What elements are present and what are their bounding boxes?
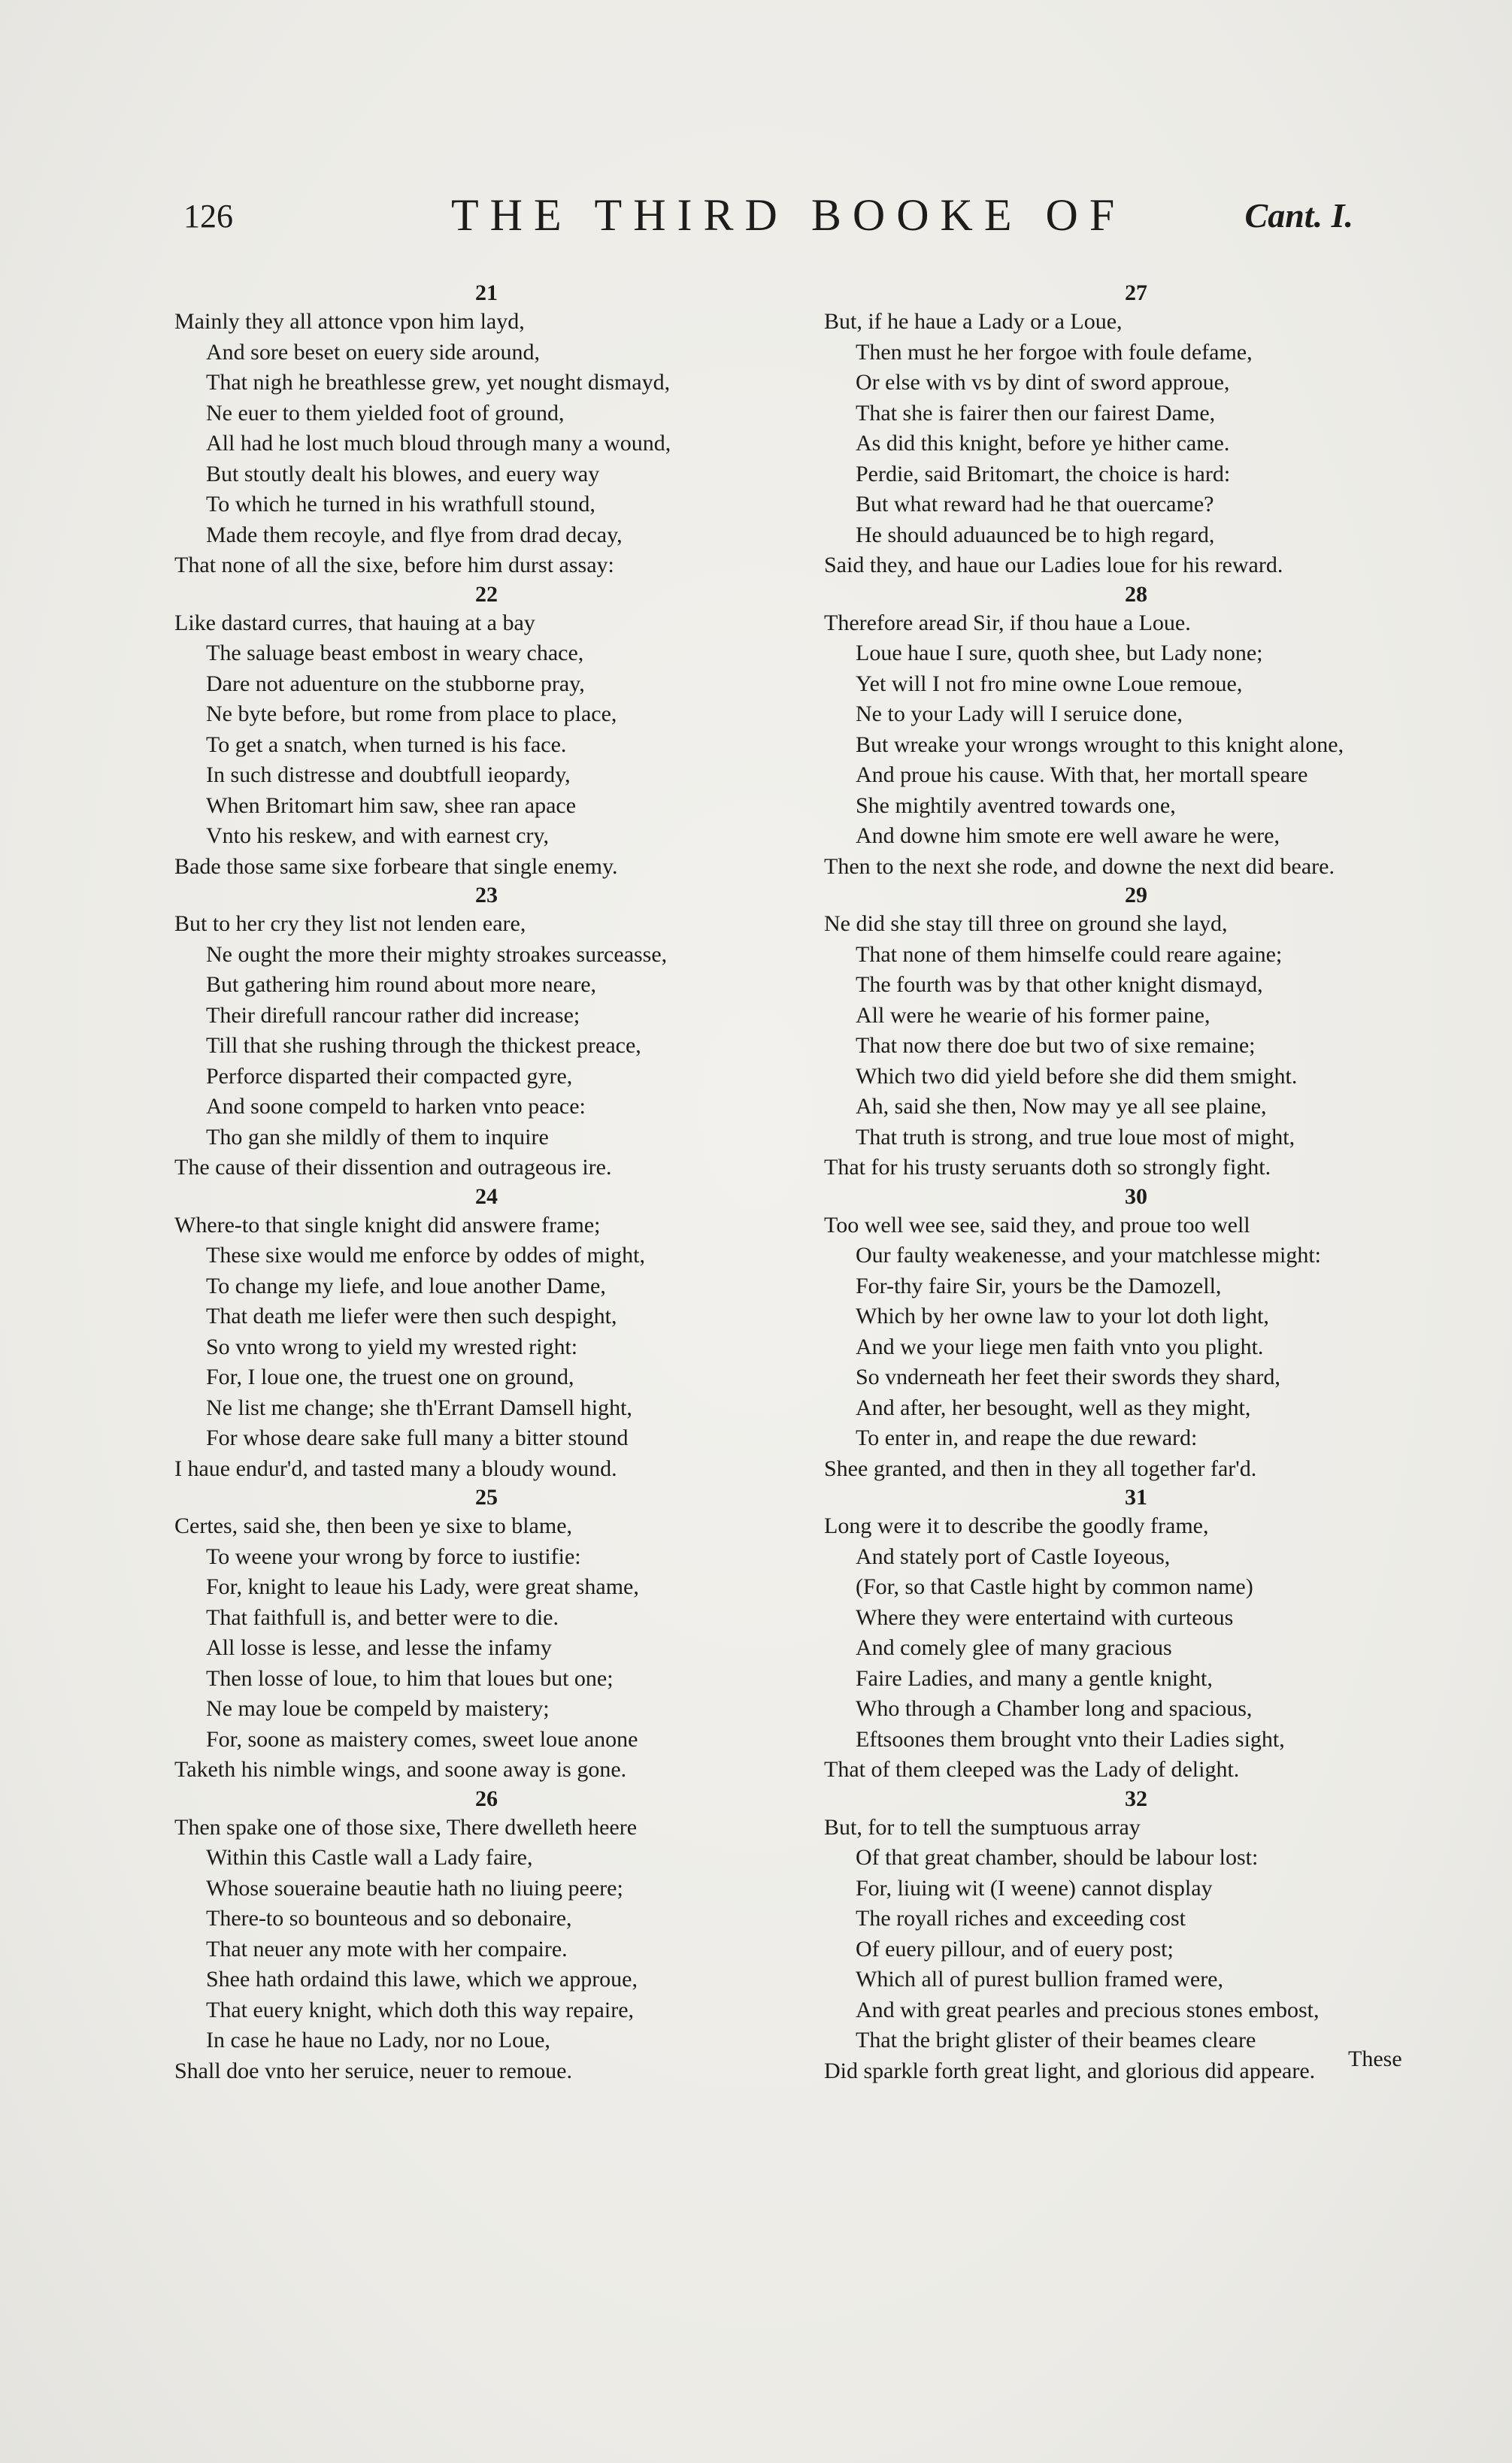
verse-line: Ne list me change; she th'Errant Damsell hight, [206,1395,632,1420]
verse-line: That nigh he breathlesse grew, yet nought dismayd, [206,370,671,395]
verse-line: But wreake your wrongs wrought to this knight alone, [856,732,1344,757]
page-number: 126 [183,198,233,235]
verse-line: Which all of purest bullion framed were, [856,1967,1223,1992]
stanza [824,280,1448,581]
verse-line: Shall doe vnto her seruice, neuer to remoue. [174,2058,572,2083]
verse-line: Or else with vs by dint of sword approue, [856,370,1230,395]
verse-line: That faithfull is, and better were to die. [206,1604,559,1630]
stanza [174,1484,798,1786]
verse-line: To which he turned in his wrathfull stound, [206,492,595,517]
stanza [174,1183,798,1485]
verse-line: And comely glee of many gracious [856,1635,1172,1660]
verse-line: Bade those same sixe forbeare that single enemy. [174,853,618,879]
verse-line: And we your liege men faith vnto you plight. [856,1334,1264,1359]
verse-line: But stoutly dealt his blowes, and euery way [206,461,600,486]
verse-line: She mightily aventred towards one, [856,792,1176,818]
verse-line: But what reward had he that ouercame? [856,492,1214,517]
verse-line: And proue his cause. With that, her mortall speare [856,762,1308,787]
verse-line: Which two did yield before she did them smight. [856,1063,1298,1089]
verse-line: Dare not aduenture on the stubborne pray, [206,671,585,696]
verse-line: That for his trusty seruants doth so strongly fight. [824,1155,1271,1180]
canto-reference: Cant. I. [1244,196,1353,235]
verse-line: (For, so that Castle hight by common name) [856,1574,1253,1599]
verse-line: I haue endur'd, and tasted many a bloudy wound. [174,1456,617,1481]
stanza-number: 31 [1125,1485,1147,1510]
verse-line: These sixe would me enforce by oddes of might, [206,1243,646,1268]
verse-line: Taketh his nimble wings, and soone away is gone. [174,1757,627,1782]
verse-line: Said they, and haue our Ladies loue for his reward. [824,553,1283,577]
verse-line: Ne ought the more their mighty stroakes surceasse, [206,941,668,967]
verse-line: Did sparkle forth great light, and glorious did appeare. [824,2058,1316,2083]
stanza [824,581,1448,883]
verse-line: Of euery pillour, and of euery post; [856,1936,1174,1962]
verse-line: That now there doe but two of sixe remaine; [856,1033,1256,1058]
verse-line: For, knight to leaue his Lady, were great shame, [206,1574,639,1599]
verse-line: Then losse of loue, to him that loues but one; [206,1665,614,1691]
verse-line: For, liuing wit (I weene) cannot display [856,1875,1213,1901]
verse-line: Like dastard curres, that hauing at a bay [174,610,535,635]
verse-line: Where they were entertaind with curteous [856,1604,1234,1630]
verse-line: Which by her owne law to your lot doth light, [856,1304,1269,1328]
verse-line: But, if he haue a Lady or a Loue, [824,309,1123,334]
verse-line: Eftsoones them brought vnto their Ladies sight, [856,1726,1285,1752]
verse-line: So vnto wrong to yield my wrested right: [206,1334,578,1359]
verse-line: And downe him smote ere well aware he were, [856,823,1280,848]
verse-line: That neuer any mote with her compaire. [206,1936,568,1962]
verse-line: But, for to tell the sumptuous array [824,1814,1141,1840]
running-title: THE THIRD BOOKE OF [451,190,1126,240]
verse-line: Whose soueraine beautie hath no liuing peere; [206,1875,623,1901]
verse-line: In case he haue no Lady, nor no Loue, [206,2028,550,2052]
verse-line: All were he wearie of his former paine, [856,1002,1211,1028]
page-header [180,188,1353,248]
verse-line: The cause of their dissention and outrageous ire. [174,1155,612,1180]
verse-line: But to her cry they list not lenden eare, [174,911,526,936]
verse-line: And sore beset on euery side around, [206,339,541,365]
verse-line: Their direfull rancour rather did increase; [206,1002,580,1028]
verse-line: For, I loue one, the truest one on ground, [206,1365,574,1389]
stanza-number: 24 [475,1183,498,1209]
verse-line: In such distresse and doubtfull ieopardy, [206,762,571,787]
stanza [824,1183,1448,1485]
verse-line: To weene your wrong by force to iustifie: [206,1544,581,1569]
stanza [174,280,798,581]
stanza-number: 23 [475,883,498,907]
verse-line: The saluage beast embost in weary chace, [206,641,584,665]
stanza-number: 21 [475,280,498,305]
verse-line: Ne byte before, but rome from place to place, [206,701,617,726]
verse-line: And with great pearles and precious stones embost, [856,1997,1320,2022]
verse-line: And after, her besought, well as they might, [856,1395,1251,1420]
stanza-number: 32 [1125,1786,1147,1811]
stanza-number: 27 [1125,280,1147,305]
verse-line: Ne did she stay till three on ground she layd, [824,911,1228,936]
verse-line: So vnderneath her feet their swords they shard, [856,1365,1280,1389]
verse-line: But gathering him round about more neare, [206,972,597,997]
stanza-number: 28 [1125,581,1147,607]
verse-line: Made them recoyle, and flye from drad decay, [206,522,623,547]
verse-line: Then spake one of those sixe, There dwelleth heere [174,1814,638,1840]
verse-line: Perdie, said Britomart, the choice is hard: [856,461,1231,486]
verse-line: To get a snatch, when turned is his face. [206,732,567,757]
stanza-number: 26 [475,1786,498,1811]
verse-line: There-to so bounteous and so debonaire, [206,1906,572,1931]
stanza [824,1786,1448,2087]
verse-line: Therefore aread Sir, if thou haue a Loue. [824,610,1191,635]
verse-line: Ne euer to them yielded foot of ground, [206,400,565,426]
verse-line: Vnto his reskew, and with earnest cry, [206,823,549,848]
verse-line: Yet will I not fro mine owne Loue remoue, [856,671,1243,696]
verse-line: Then to the next she rode, and downe the next did beare. [824,853,1335,879]
verse-line: Faire Ladies, and many a gentle knight, [856,1665,1213,1691]
verse-line: And soone compeld to harken vnto peace: [206,1094,586,1119]
verse-line: Shee hath ordaind this lawe, which we approue, [206,1967,638,1992]
verse-line: Perforce disparted their compacted gyre, [206,1063,573,1089]
verse-line: Certes, said she, then been ye sixe to blame, [174,1513,573,1538]
verse-line: When Britomart him saw, shee ran apace [206,792,577,818]
verse-line: Then must he her forgoe with foule defame, [856,339,1253,365]
verse-line: Of that great chamber, should be labour lost: [856,1845,1259,1870]
verse-line: The fourth was by that other knight dismayd, [856,972,1263,997]
verse-line: Where-to that single knight did answere frame; [174,1212,601,1238]
stanza-number: 22 [475,581,498,607]
verse-line: Loue haue I sure, quoth shee, but Lady none; [856,641,1263,665]
verse-line: That none of them himselfe could reare againe; [856,941,1283,967]
verse-line: All losse is lesse, and lesse the infamy [206,1635,552,1660]
verse-line: As did this knight, before ye hither came. [856,431,1230,456]
verse-line: Our faulty weakenesse, and your matchlesse might: [856,1243,1321,1268]
verse-line: That the bright glister of their beames cleare [856,2028,1256,2052]
verse-line: Who through a Chamber long and spacious, [856,1696,1253,1721]
verse-line: That euery knight, which doth this way repaire, [206,1997,635,2022]
stanza [174,581,798,883]
verse-line: For-thy faire Sir, yours be the Damozell, [856,1273,1222,1298]
verse-line: That death me liefer were then such despight, [206,1304,617,1328]
verse-line: Shee granted, and then in they all together far'd. [824,1456,1257,1481]
verse-line: Within this Castle wall a Lady faire, [206,1845,533,1870]
stanza [174,1786,798,2087]
verse-line: For, soone as maistery comes, sweet loue anone [206,1726,638,1752]
verse-line: That she is fairer then our fairest Dame, [856,400,1216,426]
left-column [174,280,798,2086]
verse-line: That truth is strong, and true loue most of might, [856,1124,1295,1150]
verse-line: And stately port of Castle Ioyeous, [856,1544,1171,1569]
verse-line: The royall riches and exceeding cost [856,1906,1186,1931]
verse-line: Till that she rushing through the thickest preace, [206,1033,641,1058]
verse-line: Ah, said she then, Now may ye all see plaine, [856,1094,1267,1119]
stanza [824,1484,1448,1786]
catchword: These [1348,2046,1402,2071]
verse-line: Long were it to describe the goodly frame, [824,1513,1209,1538]
verse-line: For whose deare sake full many a bitter stound [206,1425,629,1450]
verse-line: Tho gan she mildly of them to inquire [206,1124,549,1150]
stanza-number: 25 [475,1485,498,1510]
stanza [824,882,1448,1183]
verse-line: All had he lost much bloud through many a wound, [206,431,671,456]
verse-line: To enter in, and reape the due reward: [856,1425,1198,1450]
stanza-number: 30 [1125,1183,1147,1209]
verse-line: Ne may loue be compeld by maistery; [206,1696,550,1721]
verse-line: To change my liefe, and loue another Dame, [206,1273,606,1298]
right-column [824,280,1448,2086]
verse-line: Ne to your Lady will I seruice done, [856,701,1183,726]
stanza-number: 29 [1125,883,1147,907]
verse-line: Too well wee see, said they, and proue too well [824,1212,1250,1238]
verse-line: That none of all the sixe, before him durst assay: [174,553,614,577]
verse-line: He should aduaunced be to high regard, [856,522,1215,547]
stanza [174,882,798,1183]
verse-line: Mainly they all attonce vpon him layd, [174,309,525,334]
verse-line: That of them cleeped was the Lady of delight. [824,1757,1240,1782]
